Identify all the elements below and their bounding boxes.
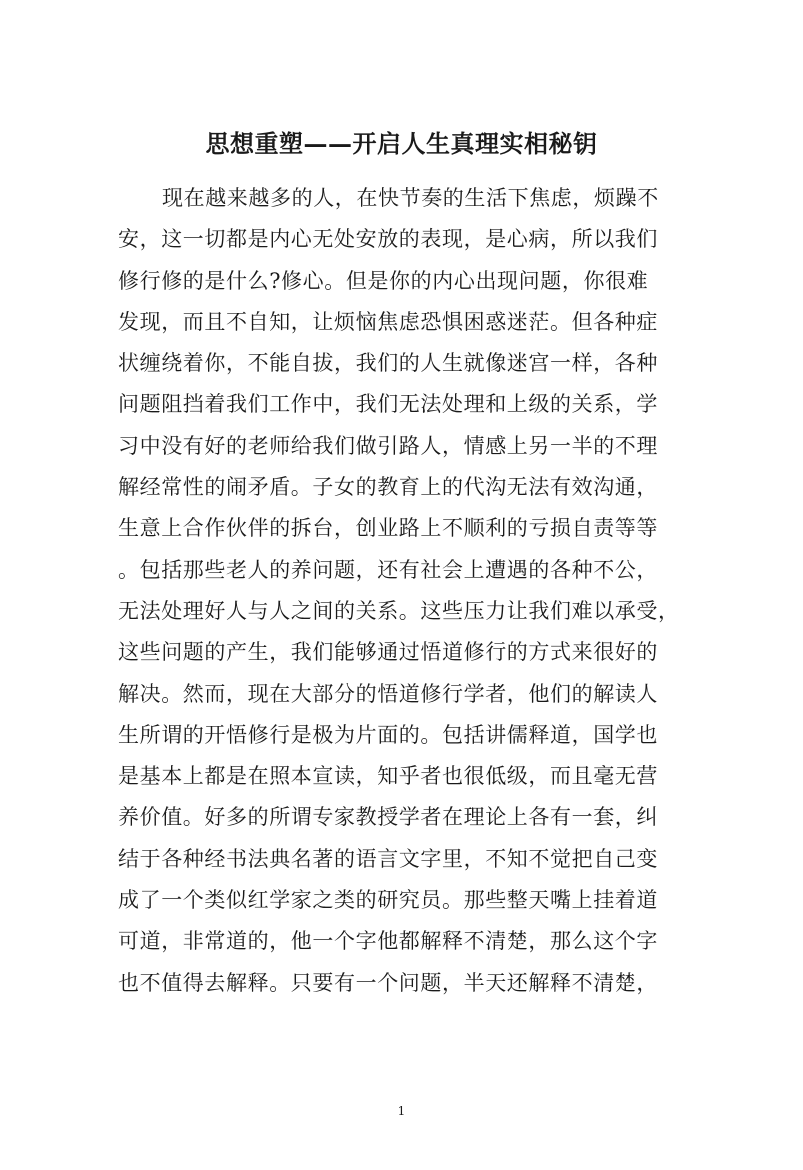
body-line: 状缠绕着你，不能自拔，我们的人生就像迷宫一样，各种 — [118, 351, 658, 376]
body-line: 结于各种经书法典名著的语言文字里，不知不觉把自己变 — [118, 846, 658, 871]
body-line: 生所谓的开悟修行是极为片面的。包括讲儒释道，国学也 — [118, 722, 658, 747]
body-line: 这些问题的产生，我们能够通过悟道修行的方式来很好的 — [118, 640, 658, 665]
page-number: 1 — [397, 1104, 406, 1118]
body-line: 解决。然而，现在大部分的悟道修行学者，他们的解读人 — [118, 681, 658, 706]
body-line: 修行修的是什么?修心。但是你的内心出现问题，你很难 — [118, 268, 649, 293]
body-line: 问题阻挡着我们工作中，我们无法处理和上级的关系，学 — [118, 392, 658, 417]
body-line: 现在越来越多的人，在快节奏的生活下焦虑，烦躁不 — [162, 186, 659, 210]
body-line: 发现，而且不自知，让烦恼焦虑恐惧困惑迷茫。但各种症 — [118, 309, 658, 334]
body-line: 生意上合作伙伴的拆台，创业路上不顺利的亏损自责等等 — [118, 516, 658, 541]
document-body — [118, 178, 718, 1004]
body-line: 。包括那些老人的养问题，还有社会上遭遇的各种不公， — [118, 557, 658, 582]
body-line: 也不值得去解释。只要有一个问题，半天还解释不清楚， — [118, 970, 658, 995]
document-title: 思想重塑——开启人生真理实相秘钥 — [205, 129, 598, 158]
body-line: 可道，非常道的，他一个字他都解释不清楚，那么这个字 — [118, 929, 658, 954]
body-line: 习中没有好的老师给我们做引路人，情感上另一半的不理 — [118, 433, 658, 458]
body-line: 解经常性的闹矛盾。子女的教育上的代沟无法有效沟通， — [118, 475, 658, 500]
body-line: 安，这一切都是内心无处安放的表现，是心病，所以我们 — [118, 227, 658, 252]
body-line: 养价值。好多的所谓专家教授学者在理论上各有一套，纠 — [118, 805, 658, 830]
body-line: 成了一个类似红学家之类的研究员。那些整天嘴上挂着道 — [118, 888, 658, 913]
body-line: 无法处理好人与人之间的关系。这些压力让我们难以承受， — [118, 598, 680, 623]
body-line: 是基本上都是在照本宣读，知乎者也很低级，而且毫无营 — [118, 764, 658, 789]
